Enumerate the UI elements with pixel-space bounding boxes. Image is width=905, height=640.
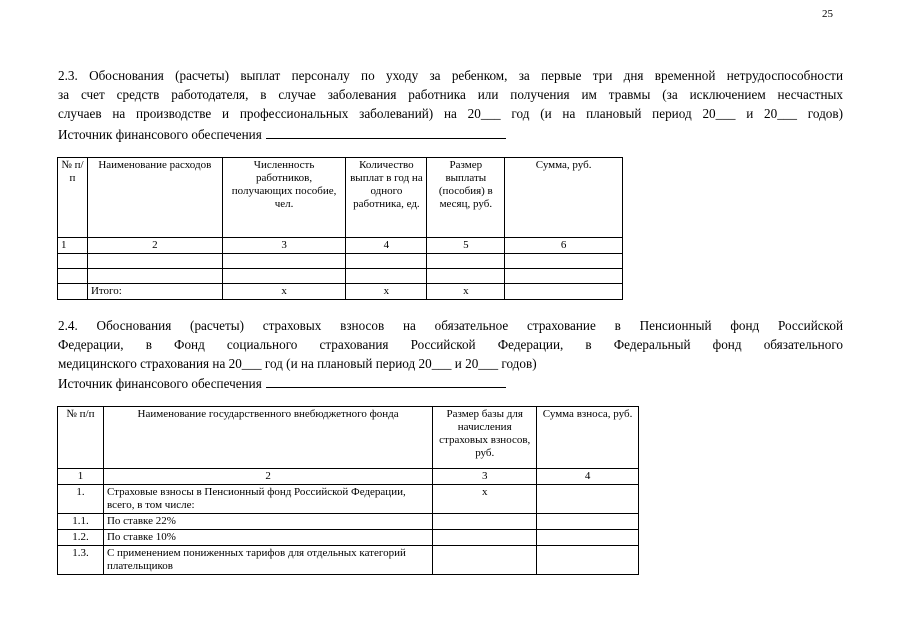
row-amount bbox=[537, 546, 639, 575]
header-cell: № п/п bbox=[58, 158, 88, 238]
row-number: 1.2. bbox=[58, 530, 104, 546]
total-cell: х bbox=[222, 284, 346, 300]
row-base bbox=[433, 546, 537, 575]
table-row bbox=[58, 485, 639, 514]
row-base bbox=[433, 514, 537, 530]
total-cell: х bbox=[427, 284, 505, 300]
total-cell bbox=[505, 284, 623, 300]
section-2-4-heading bbox=[58, 316, 843, 373]
column-number: 2 bbox=[103, 469, 432, 485]
total-label: Итого: bbox=[87, 284, 222, 300]
table-row bbox=[58, 269, 623, 284]
column-number: 2 bbox=[87, 238, 222, 254]
heading-line: 2.3. Обоснования (расчеты) выплат персоналу по уходу за ребенком, за первые три дня временной нетрудоспособности bbox=[58, 68, 843, 83]
heading-line: медицинского страхования на 20___ год (и на плановый период 20___ и 20___ годов) bbox=[58, 356, 537, 371]
funding-source-2-4 bbox=[58, 375, 506, 392]
funding-source-2-3 bbox=[58, 126, 506, 143]
header-cell: Наименование государственного внебюджетного фонда bbox=[103, 407, 432, 469]
row-name: С применением пониженных тарифов для отдельных категорий плательщиков bbox=[103, 546, 432, 575]
row-number: 1.3. bbox=[58, 546, 104, 575]
heading-line: Федерации, в Фонд социального страхования Российской Федерации, в Федеральный фонд обязательного bbox=[58, 337, 843, 352]
funding-source-blank bbox=[266, 126, 506, 139]
column-number: 6 bbox=[505, 238, 623, 254]
row-number: 1.1. bbox=[58, 514, 104, 530]
header-cell: № п/п bbox=[58, 407, 104, 469]
total-cell: х bbox=[346, 284, 427, 300]
row-amount bbox=[537, 485, 639, 514]
column-number: 4 bbox=[537, 469, 639, 485]
column-number: 4 bbox=[346, 238, 427, 254]
header-cell: Численность работников, получающих пособие, чел. bbox=[222, 158, 346, 238]
row-base: х bbox=[433, 485, 537, 514]
heading-line: за счет средств работодателя, в случае заболевания работника или получения им травмы (за исключением несчастных bbox=[58, 87, 843, 102]
total-cell bbox=[58, 284, 88, 300]
section-2-3-heading bbox=[58, 66, 843, 123]
funding-source-label: Источник финансового обеспечения bbox=[58, 127, 262, 142]
column-number: 3 bbox=[433, 469, 537, 485]
heading-line: 2.4. Обоснования (расчеты) страховых взносов на обязательное страхование в Пенсионный фонд Российской bbox=[58, 318, 843, 333]
header-cell: Количество выплат в год на одного работника, ед. bbox=[346, 158, 427, 238]
column-number: 3 bbox=[222, 238, 346, 254]
column-number-row bbox=[58, 238, 623, 254]
row-name: По ставке 10% bbox=[103, 530, 432, 546]
column-number: 1 bbox=[58, 469, 104, 485]
funding-source-blank bbox=[266, 375, 506, 388]
total-row bbox=[58, 284, 623, 300]
header-cell: Наименование расходов bbox=[87, 158, 222, 238]
page-number: 25 bbox=[822, 8, 833, 20]
header-cell: Размер базы для начисления страховых взносов, руб. bbox=[433, 407, 537, 469]
row-amount bbox=[537, 530, 639, 546]
row-base bbox=[433, 530, 537, 546]
table-row bbox=[58, 254, 623, 269]
column-number: 5 bbox=[427, 238, 505, 254]
funding-source-label: Источник финансового обеспечения bbox=[58, 376, 262, 391]
row-name: По ставке 22% bbox=[103, 514, 432, 530]
row-name: Страховые взносы в Пенсионный фонд Российской Федерации, всего, в том числе: bbox=[103, 485, 432, 514]
table-row bbox=[58, 546, 639, 575]
table-row bbox=[58, 530, 639, 546]
table-header-row bbox=[58, 407, 639, 469]
table-row bbox=[58, 514, 639, 530]
table-header-row bbox=[58, 158, 623, 238]
header-cell: Размер выплаты (пособия) в месяц, руб. bbox=[427, 158, 505, 238]
heading-line: случаев на производстве и профессиональных заболеваний) на 20___ год (и на плановый период 20___ и 20___ годов) bbox=[58, 106, 843, 121]
table-2-4 bbox=[57, 406, 639, 575]
header-cell: Сумма, руб. bbox=[505, 158, 623, 238]
column-number-row bbox=[58, 469, 639, 485]
column-number: 1 bbox=[58, 238, 88, 254]
header-cell: Сумма взноса, руб. bbox=[537, 407, 639, 469]
row-number: 1. bbox=[58, 485, 104, 514]
row-amount bbox=[537, 514, 639, 530]
table-2-3 bbox=[57, 157, 623, 300]
